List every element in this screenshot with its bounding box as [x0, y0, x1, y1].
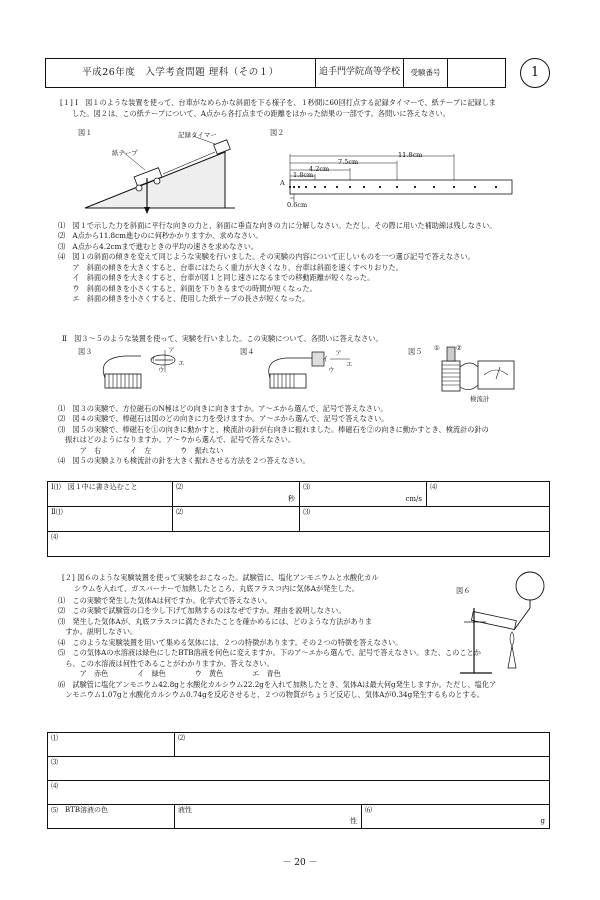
- figure-2-dist-11-8: 11.8cm: [398, 151, 423, 159]
- answer-label-2-1: Ⅱ⑴: [51, 508, 63, 516]
- answer-cell-1-4[interactable]: [427, 482, 550, 507]
- answer-label-2-3: ⑶: [303, 508, 310, 516]
- figure-3-letter-i: イ: [150, 355, 157, 363]
- answer-table-2: [47, 732, 550, 829]
- answer-cell-1-2[interactable]: [173, 482, 300, 507]
- answer-cell-2-1[interactable]: [48, 507, 173, 532]
- figure-5-label: 図５: [408, 347, 423, 356]
- answer2-cell-4-1[interactable]: [48, 805, 175, 829]
- answer2-label-4-3: ⑹: [365, 806, 372, 814]
- answer2-cell-1-2[interactable]: [175, 733, 550, 757]
- figure-5-dir-2: ②: [456, 344, 462, 352]
- q3-question-5-cont: ら、この水溶液は何性であることがわかりますか、答えなさい。: [58, 658, 274, 668]
- figure-5-dir-1: ①: [434, 344, 440, 352]
- q1-option-a: ア 斜面の傾きを大きくすると、台車にはたらく重力が大きくなり、台車は斜面を速くすべりおりた。: [58, 262, 403, 272]
- answer-unit-seconds: 秒: [288, 494, 295, 503]
- q1-question-2: ⑵ A点から11.8cm進むのに何秒かかりますか、求めなさい。: [58, 231, 263, 241]
- q3-intro-line-1: [２] 図６のような実験装置を使って実験をおこなった。試験管に、塩化アンモニウムと水酸化カル: [62, 573, 379, 582]
- figure-6-label: 図６: [456, 586, 471, 595]
- q1-option-i: イ 斜面の傾きを大きくすると、台車が図１と同じ速さになるまでの移動距離が短くなった。: [58, 273, 375, 283]
- page-circle-number: 1: [520, 58, 550, 88]
- figure-4-magnet-diagram: [260, 348, 380, 398]
- page-footer-number: － 20 －: [282, 858, 318, 868]
- figure-1-incline-diagram: [75, 130, 245, 220]
- answer2-cell-4-3[interactable]: [362, 805, 550, 829]
- q2-question-4: ⑷ 図５の実験よりも検流計の針を大きく振れさせる方法を２つ答えなさい。: [58, 456, 310, 466]
- q2-question-2: ⑵ 図４の実験で、棒磁石は図のどの向きに力を受けますか。ア～エから選んで、記号で答えなさい。: [58, 414, 389, 424]
- answer-label-1-4: ⑷: [430, 483, 437, 491]
- q1-question-1: ⑴ 図１で示した力を斜面に平行な向きの力と、斜面に垂直な向きの力に分解しなさい。ただし、その際に用いた補助線は残しなさい。: [58, 221, 497, 230]
- figure-2-point-a: A: [280, 179, 285, 187]
- figure-3-letter-u: ウ: [158, 366, 165, 374]
- q2-question-3: ⑶ 図５の実験で、棒磁石を①の向きに動かすと、検流計の針が右向きに振れました。棒磁石を②の向きに動かすとき、検流計の針の: [58, 424, 489, 434]
- figure-4-letter-a: ア: [335, 349, 342, 357]
- figure-3-letter-e: エ: [178, 359, 185, 367]
- figure-5-galvanometer-label: 検流計: [470, 395, 490, 403]
- figure-3-label: 図３: [78, 347, 93, 356]
- exam-header: [45, 58, 506, 88]
- answer2-cell-4-2[interactable]: [175, 805, 362, 829]
- figure-4-letter-e: エ: [346, 360, 353, 368]
- figure-2-dist-7-5: 7.5cm: [338, 158, 359, 166]
- figure-4-letter-u: ウ: [328, 366, 335, 374]
- q2-question-3-options: ア 右 イ 左 ウ 振れない: [58, 445, 224, 455]
- figure-1-tape-label: 紙テープ: [112, 149, 138, 157]
- q3-question-1: ⑴ この実験で発生した気体Aは何ですか。化学式で答えなさい。: [58, 596, 272, 605]
- answer-label-1-2: ⑵: [176, 483, 183, 491]
- answer-table-1: [47, 481, 550, 557]
- answer-label-3-1: ⑷: [51, 533, 58, 541]
- q1-intro-line-2: した。図２は、この紙テープについて、A点から各打点までの距離をはかった結果の一部です。各問いに答えなさい。: [72, 109, 450, 118]
- figure-2-dist-0-6: 0.6cm: [287, 201, 308, 209]
- q3-question-5: ⑸ この気体Aの水溶液は緑色にしたBTB溶液を何色に変えますか。下のア～エから選んで、記号で答えなさい。また、このことか: [58, 648, 481, 658]
- answer2-label-2: ⑶: [51, 758, 58, 766]
- q1-intro-line-1: [１] Ⅰ 図１のような装置を使って、台車がなめらかな斜面を下る様子を、１秒間に60回打点する記録タイマーで、紙テープに記録しま: [60, 98, 496, 107]
- answer-cell-2-3[interactable]: [300, 507, 550, 532]
- answer2-cell-2[interactable]: [48, 757, 550, 781]
- q2-intro: Ⅱ 図３～５のような装置を使って、実験を行いました。この実験について、各問いに答えなさい。: [62, 334, 383, 343]
- q2-question-3-cont: 振れはどのようになりますか。ア～ウから選んで、記号で答えなさい。: [58, 435, 296, 445]
- figure-2-dist-4-2: 4.2cm: [309, 165, 330, 173]
- q3-intro-line-2: シウムを入れて、ガスバーナーで加熱したところ、丸底フラスコ内に気体Aが発生した。: [74, 584, 360, 593]
- q1-option-e: エ 斜面の傾きを小さくすると、使用した紙テープの長さが短くなった。: [58, 294, 310, 304]
- exam-number-label: 受験番号: [404, 59, 448, 87]
- q3-question-5-options: ア 赤色 イ 緑色 ウ 黄色 エ 青色: [58, 669, 281, 679]
- exam-title: 平成26年度 入学考査問題 理科（その１）: [46, 59, 316, 87]
- answer-cell-3-1[interactable]: [48, 532, 550, 557]
- exam-number-field[interactable]: [448, 59, 505, 87]
- answer2-unit-grams: g: [540, 816, 545, 825]
- answer-label-2-2: ⑵: [176, 508, 183, 516]
- answer2-label-4-1: ⑸ BTB溶液の色: [51, 806, 108, 814]
- figure-1-timer-label: 記録タイマー: [178, 131, 217, 139]
- q1-option-u: ウ 斜面の傾きを小さくすると、斜面を下りきるまでの時間が短くなった。: [58, 283, 317, 293]
- q3-question-2: ⑵ この実験で試験管の口を少し下げて加熱するのはなぜですか。理由を説明しなさい。: [58, 606, 346, 616]
- q2-question-list: [58, 404, 489, 467]
- q3-question-6-cont: ンモニウム1.07gと水酸化カルシウム0.74gを反応させると、２つの物質がちょうど反応し、気体Aが0.34g発生するものとする。: [58, 689, 485, 699]
- q2-question-1: ⑴ 図３の実験で、方位磁石のN極はどの向きに向きますか。ア～エから選んで、記号で答えなさい。: [58, 404, 388, 413]
- answer-label-1-3: ⑶: [303, 483, 310, 491]
- answer2-cell-1-1[interactable]: [48, 733, 175, 757]
- answer2-cell-3[interactable]: [48, 781, 550, 805]
- answer2-unit-property: 性: [350, 816, 357, 825]
- q3-question-4: ⑷ このような実験装置を用いて集める気体には、２つの特徴があります。その２つの特徴を答えなさい。: [58, 637, 403, 647]
- answer-unit-speed: cm/s: [405, 494, 422, 503]
- school-name: 追手門学院高等学校: [316, 59, 404, 87]
- q3-question-3-cont: すか。説明しなさい。: [58, 627, 138, 637]
- q1-question-list: [58, 221, 496, 305]
- answer-cell-1-3[interactable]: [300, 482, 427, 507]
- q1-question-4: ⑷ 図１の斜面の傾きを変えて同じような実験を行いました。その実験の内容について正しいものを一つ選び記号で答えなさい。: [58, 252, 475, 262]
- figure-2-dist-1-8: 1.8cm: [293, 171, 314, 179]
- q3-question-6: ⑹ 試験管に塩化アンモニウム42.8gと水酸化カルシウム22.2gを入れて加熱したとき、気体Aは最大何g発生しますか。ただし、塩化ア: [58, 679, 497, 689]
- answer2-label-1-1: ⑴: [51, 734, 58, 742]
- answer2-label-1-2: ⑵: [178, 734, 185, 742]
- answer2-label-3: ⑷: [51, 782, 58, 790]
- figure-5-galvanometer-diagram: [432, 345, 532, 400]
- answer-cell-2-2[interactable]: [173, 507, 300, 532]
- answer2-label-4-2: 液性: [178, 806, 192, 814]
- figure-3-letter-a: ア: [168, 346, 175, 354]
- figure-1-label: 図１: [78, 128, 93, 137]
- q3-question-3: ⑶ 発生した気体Aが、丸底フラスコに満たされたことを確かめるには、どのような方法がありま: [58, 616, 373, 626]
- answer-label-1-1: Ⅰ⑴ 図１中に書き込むこと: [51, 483, 138, 491]
- q1-question-3: ⑶ A点から4.2cmまで進むときの平均の速さを求めなさい。: [58, 241, 258, 251]
- answer-cell-1-1[interactable]: [48, 482, 173, 507]
- q3-question-list: [58, 596, 496, 700]
- figure-4-letter-i: イ: [322, 355, 329, 363]
- figure-2-label: 図２: [270, 128, 285, 137]
- figure-4-label: 図４: [240, 347, 255, 356]
